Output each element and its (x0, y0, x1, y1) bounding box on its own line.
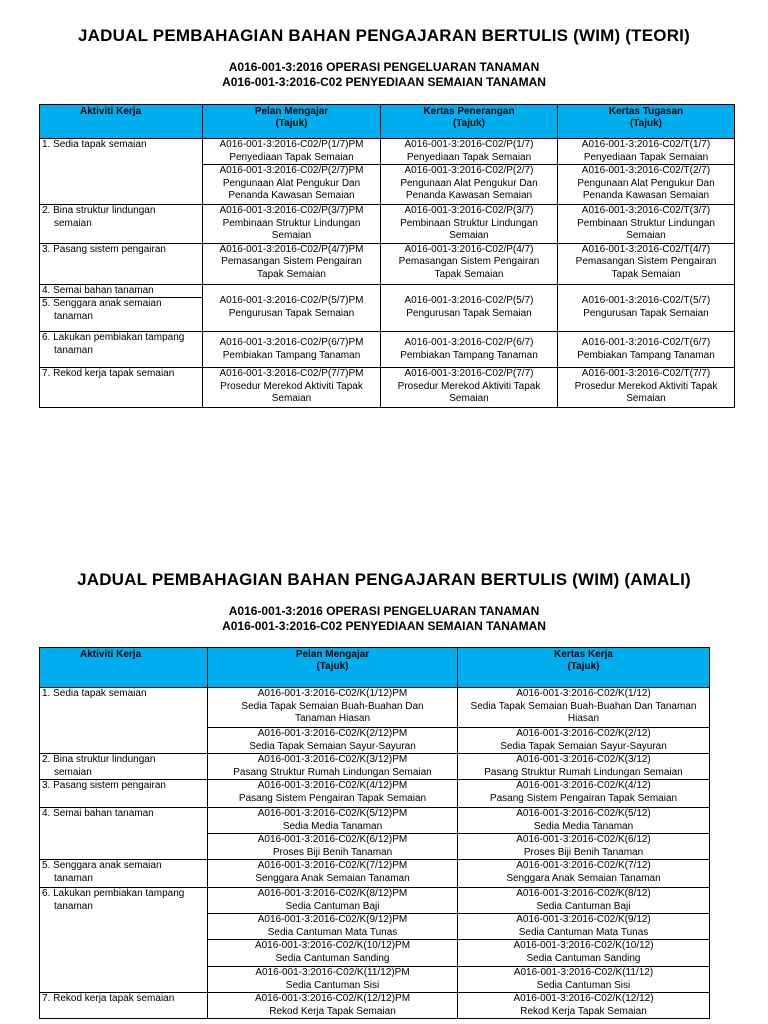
teori-row-4-kertas-penerangan: A016-001-3:2016-C02/P(4/7) Pemasangan Sistem Pengairan Tapak Semaian (381, 243, 558, 284)
teori-table (39, 104, 735, 408)
amali-header-pelan: Pelan Mengajar (Tajuk) (208, 648, 458, 688)
amali-row-8-pelan: A016-001-3:2016-C02/K(8/12)PM Sedia Cantuman Baji (208, 888, 458, 914)
teori-row-7-kertas-tugasan: A016-001-3:2016-C02/T(7/7) Prosedur Merekod Aktiviti Tapak Semaian (558, 368, 735, 408)
amali-row-7-pelan: A016-001-3:2016-C02/K(7/12)PM Senggara Anak Semaian Tanaman (208, 860, 458, 888)
teori-row-1-kertas-tugasan: A016-001-3:2016-C02/T(1/7) Penyediaan Tapak Semaian (558, 139, 735, 165)
teori-row-7-kertas-penerangan: A016-001-3:2016-C02/P(7/7) Prosedur Merekod Aktiviti Tapak Semaian (381, 368, 558, 408)
teori-subtitle-2: A016-001-3:2016-C02 PENYEDIAAN SEMAIAN TANAMAN (222, 75, 546, 89)
amali-row-9-pelan: A016-001-3:2016-C02/K(9/12)PM Sedia Cantuman Mata Tunas (208, 914, 458, 940)
teori-row-2-kertas-penerangan: A016-001-3:2016-C02/P(2/7) Pengunaan Alat Pengukur Dan Penanda Kawasan Semaian (381, 165, 558, 205)
amali-row-10-kertas-kerja: A016-001-3:2016-C02/K(10/12) Sedia Cantuman Sanding (458, 940, 710, 967)
teori-subtitle-1: A016-001-3:2016 OPERASI PENGELUARAN TANAMAN (228, 60, 540, 74)
teori-row-4-kertas-tugasan: A016-001-3:2016-C02/T(4/7) Pemasangan Sistem Pengairan Tapak Semaian (558, 243, 735, 284)
amali-row-10-pelan: A016-001-3:2016-C02/K(10/12)PM Sedia Cantuman Sanding (208, 940, 458, 967)
teori-row-3-kertas-tugasan: A016-001-3:2016-C02/T(3/7) Pembinaan Struktur Lindungan Semaian (558, 205, 735, 244)
amali-row-3-pelan: A016-001-3:2016-C02/K(3/12)PM Pasang Struktur Rumah Lindungan Semaian (208, 754, 458, 780)
teori-row-7-pelan: A016-001-3:2016-C02/P(7/7)PM Prosedur Merekod Aktiviti Tapak Semaian (203, 368, 381, 408)
teori-activity-1: 1. Sedia tapak semaian (40, 139, 203, 205)
teori-row-6-kertas-penerangan: A016-001-3:2016-C02/P(6/7) Pembiakan Tampang Tanaman (381, 332, 558, 368)
amali-row-12-pelan: A016-001-3:2016-C02/K(12/12)PM Rekod Kerja Tapak Semaian (208, 993, 458, 1019)
amali-row-6-pelan: A016-001-3:2016-C02/K(6/12)PM Proses Biji Benih Tanaman (208, 834, 458, 860)
teori-row-3-pelan: A016-001-3:2016-C02/P(3/7)PM Pembinaan Struktur Lindungan Semaian (203, 205, 381, 244)
teori-activity-7: 7. Rekod kerja tapak semaian (40, 368, 203, 408)
amali-subtitle-1: A016-001-3:2016 OPERASI PENGELUARAN TANAMAN (228, 604, 540, 618)
amali-activity-1: 1. Sedia tapak semaian (40, 688, 208, 754)
teori-row-5-kertas-tugasan: A016-001-3:2016-C02/T(5/7) Pengurusan Tapak Semaian (558, 284, 735, 332)
teori-row-6-kertas-tugasan: A016-001-3:2016-C02/T(6/7) Pembiakan Tampang Tanaman (558, 332, 735, 368)
amali-row-2-pelan: A016-001-3:2016-C02/K(2/12)PM Sedia Tapak Semaian Sayur-Sayuran (208, 728, 458, 754)
teori-row-1-kertas-penerangan: A016-001-3:2016-C02/P(1/7) Penyediaan Tapak Semaian (381, 139, 558, 165)
amali-row-11-kertas-kerja: A016-001-3:2016-C02/K(11/12) Sedia Cantuman Sisi (458, 967, 710, 993)
teori-row-2-kertas-tugasan: A016-001-3:2016-C02/T(2/7) Pengunaan Alat Pengukur Dan Penanda Kawasan Semaian (558, 165, 735, 205)
teori-row-6-pelan: A016-001-3:2016-C02/P(6/7)PM Pembiakan Tampang Tanaman (203, 332, 381, 368)
amali-activity-6: 6. Lakukan pembiakan tampang tanaman (40, 888, 208, 993)
amali-activity-4: 4. Semai bahan tanaman (40, 808, 208, 860)
teori-row-5-kertas-penerangan: A016-001-3:2016-C02/P(5/7) Pengurusan Tapak Semaian (381, 284, 558, 332)
amali-row-4-kertas-kerja: A016-001-3:2016-C02/K(4/12) Pasang Sistem Pengairan Tapak Semaian (458, 780, 710, 808)
teori-row-3-kertas-penerangan: A016-001-3:2016-C02/P(3/7) Pembinaan Struktur Lindungan Semaian (381, 205, 558, 244)
teori-activity-4: 4. Semai bahan tanaman (40, 284, 203, 298)
teori-header-pelan: Pelan Mengajar (Tajuk) (203, 105, 381, 139)
amali-row-12-kertas-kerja: A016-001-3:2016-C02/K(12/12) Rekod Kerja Tapak Semaian (458, 993, 710, 1019)
teori-header-aktiviti: Aktiviti Kerja (40, 105, 203, 139)
amali-row-4-pelan: A016-001-3:2016-C02/K(4/12)PM Pasang Sistem Pengairan Tapak Semaian (208, 780, 458, 808)
amali-activity-7: 7. Rekod kerja tapak semaian (40, 993, 208, 1019)
teori-activity-5: 5. Senggara anak semaian tanaman (40, 298, 203, 332)
teori-title: JADUAL PEMBAHAGIAN BAHAN PENGAJARAN BERTULIS (WIM) (TEORI) (78, 26, 690, 45)
amali-table (39, 647, 710, 1019)
amali-row-1-kertas-kerja: A016-001-3:2016-C02/K(1/12) Sedia Tapak Semaian Buah-Buahan Dan Tanaman Hiasan (458, 688, 710, 728)
teori-header-kertas-penerangan: Kertas Penerangan (Tajuk) (381, 105, 558, 139)
teori-row-5-pelan: A016-001-3:2016-C02/P(5/7)PM Pengurusan Tapak Semaian (203, 284, 381, 332)
amali-subtitle-2: A016-001-3:2016-C02 PENYEDIAAN SEMAIAN TANAMAN (222, 619, 546, 633)
teori-activity-2: 2. Bina struktur lindungan semaian (40, 205, 203, 244)
teori-row-1-pelan: A016-001-3:2016-C02/P(1/7)PM Penyediaan Tapak Semaian (203, 139, 381, 165)
amali-row-1-pelan: A016-001-3:2016-C02/K(1/12)PM Sedia Tapak Semaian Buah-Buahan Dan Tanaman Hiasan (208, 688, 458, 728)
amali-row-5-pelan: A016-001-3:2016-C02/K(5/12)PM Sedia Media Tanaman (208, 808, 458, 834)
amali-activity-5: 5. Senggara anak semaian tanaman (40, 860, 208, 888)
amali-row-5-kertas-kerja: A016-001-3:2016-C02/K(5/12) Sedia Media Tanaman (458, 808, 710, 834)
amali-row-3-kertas-kerja: A016-001-3:2016-C02/K(3/12) Pasang Struktur Rumah Lindungan Semaian (458, 754, 710, 780)
amali-activity-3: 3. Pasang sistem pengairan (40, 780, 208, 808)
teori-header-kertas-tugasan: Kertas Tugasan (Tajuk) (558, 105, 735, 139)
amali-row-9-kertas-kerja: A016-001-3:2016-C02/K(9/12) Sedia Cantuman Mata Tunas (458, 914, 710, 940)
teori-row-4-pelan: A016-001-3:2016-C02/P(4/7)PM Pemasangan Sistem Pengairan Tapak Semaian (203, 243, 381, 284)
amali-activity-2: 2. Bina struktur lindungan semaian (40, 754, 208, 780)
amali-header-kertas-kerja: Kertas Kerja (Tajuk) (458, 648, 710, 688)
amali-header-aktiviti: Aktiviti Kerja (40, 648, 208, 688)
amali-row-7-kertas-kerja: A016-001-3:2016-C02/K(7/12) Senggara Anak Semaian Tanaman (458, 860, 710, 888)
amali-row-6-kertas-kerja: A016-001-3:2016-C02/K(6/12) Proses Biji Benih Tanaman (458, 834, 710, 860)
amali-row-8-kertas-kerja: A016-001-3:2016-C02/K(8/12) Sedia Cantuman Baji (458, 888, 710, 914)
teori-activity-3: 3. Pasang sistem pengairan (40, 243, 203, 284)
amali-title: JADUAL PEMBAHAGIAN BAHAN PENGAJARAN BERTULIS (WIM) (AMALI) (77, 570, 691, 589)
amali-row-11-pelan: A016-001-3:2016-C02/K(11/12)PM Sedia Cantuman Sisi (208, 967, 458, 993)
teori-activity-6: 6. Lakukan pembiakan tampang tanaman (40, 332, 203, 368)
teori-row-2-pelan: A016-001-3:2016-C02/P(2/7)PM Pengunaan Alat Pengukur Dan Penanda Kawasan Semaian (203, 165, 381, 205)
amali-row-2-kertas-kerja: A016-001-3:2016-C02/K(2/12) Sedia Tapak Semaian Sayur-Sayuran (458, 728, 710, 754)
